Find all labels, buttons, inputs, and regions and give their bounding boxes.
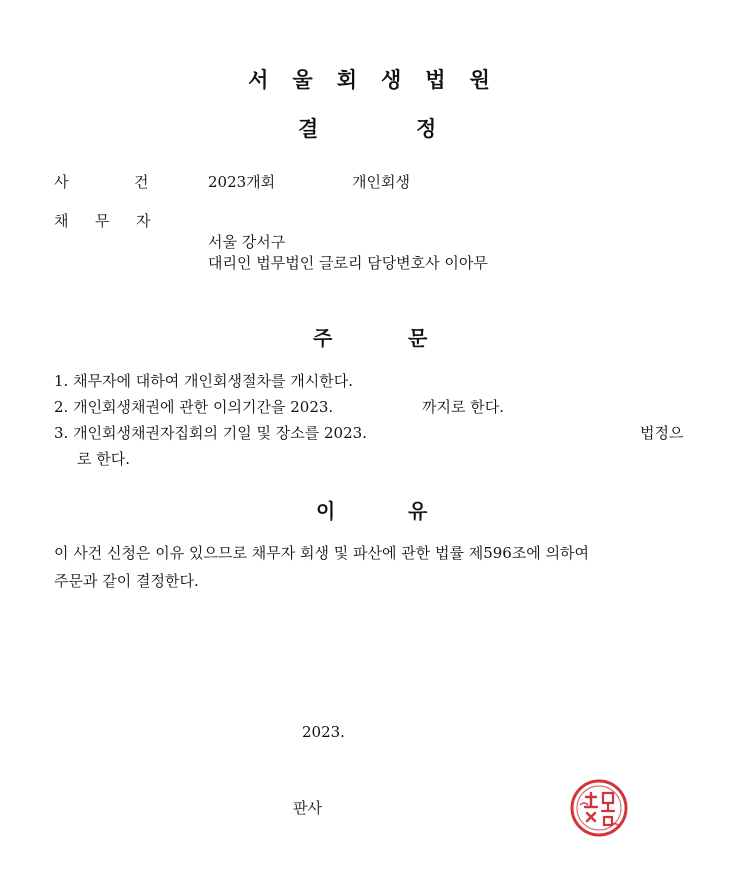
judge-label: 판사	[293, 799, 322, 817]
court-name-char: 울	[292, 68, 313, 92]
court-name-char: 원	[469, 68, 490, 92]
decision-date: 2023.	[302, 723, 345, 741]
case-type: 개인회생	[352, 173, 410, 191]
order-item-2-start: 2. 개인회생채권에 관한 이의기간을 2023.	[54, 398, 334, 416]
court-seal-stamp-icon	[568, 777, 630, 839]
order-heading-char: 주	[313, 326, 333, 350]
debtor-label-char: 채	[54, 212, 69, 230]
case-label-char: 사	[54, 173, 69, 191]
court-name-title	[0, 64, 738, 94]
reason-line-2: 주문과 같이 결정한다.	[54, 572, 199, 590]
reason-heading-char: 이	[316, 499, 336, 523]
order-heading-char: 문	[408, 326, 428, 350]
case-number: 2023개회	[208, 173, 276, 191]
order-item-3-start: 3. 개인회생채권자집회의 기일 및 장소를 2023.	[54, 424, 367, 442]
court-name-char: 법	[425, 68, 446, 92]
debtor-agent: 대리인 법무법인 글로리 담당변호사 이아무	[208, 254, 488, 272]
order-item-3-end: 로 한다.	[77, 450, 131, 468]
decision-char: 결	[298, 117, 319, 141]
order-item-2-end: 까지로 한다.	[422, 398, 504, 416]
decision-char: 정	[416, 117, 437, 141]
case-label-char: 건	[134, 173, 149, 191]
court-name-char: 생	[381, 68, 402, 92]
debtor-label-char: 무	[95, 212, 110, 230]
court-name-char: 회	[336, 68, 357, 92]
reason-heading-char: 유	[408, 499, 428, 523]
court-name-char: 서	[248, 68, 269, 92]
order-item-3-mid: 법정으	[640, 424, 684, 442]
debtor-label-char: 자	[136, 212, 151, 230]
reason-line-1: 이 사건 신청은 이유 있으므로 채무자 회생 및 파산에 관한 법률 제596조에 의하여	[54, 544, 590, 562]
debtor-address: 서울 강서구	[208, 233, 286, 251]
order-item-1: 1. 채무자에 대하여 개인회생절차를 개시한다.	[54, 372, 353, 390]
